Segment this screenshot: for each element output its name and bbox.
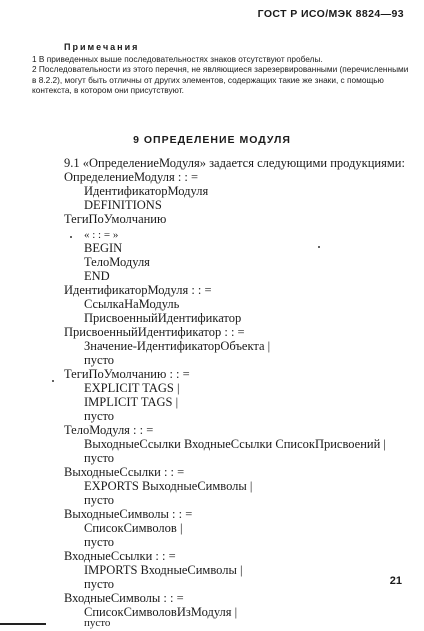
- intro-line: 9.1 «ОпределениеМодуля» задается следующими продукциями:: [64, 156, 405, 170]
- production-body: ВыходныеСсылки ВходныеСсылки СписокПрисвоений |: [84, 437, 386, 451]
- production-body: пусто: [84, 493, 115, 507]
- production-head: ВыходныеСимволы : : =: [64, 507, 193, 521]
- production-head: ВходныеСимволы : : =: [64, 591, 184, 605]
- scan-speck: [70, 236, 72, 238]
- production-body: пусто: [84, 353, 115, 367]
- notes-title: Примечания: [64, 42, 140, 52]
- production-body: ТелоМодуля: [84, 255, 150, 269]
- production-body: « : : = »: [84, 229, 119, 241]
- note-1: 1 В приведенных выше последовательностях знаков отсутствуют пробелы.: [32, 54, 323, 64]
- production-head: ТелоМодуля : : =: [64, 423, 154, 437]
- production-body: EXPORTS ВыходныеСимволы |: [84, 479, 253, 493]
- production-head: ПрисвоенныйИдентификатор : : =: [64, 325, 245, 339]
- production-body: СсылкаНаМодуль: [84, 297, 180, 311]
- production-body: ТегиПоУмолчанию: [64, 212, 167, 226]
- production-body: IMPLICIT TAGS |: [84, 395, 179, 409]
- production-body: СписокСимволовИзМодуля |: [84, 605, 238, 619]
- section-title: 9 ОПРЕДЕЛЕНИЕ МОДУЛЯ: [133, 134, 291, 146]
- production-body: IMPORTS ВходныеСимволы |: [84, 563, 243, 577]
- production-body: ИдентификаторМодуля: [84, 184, 209, 198]
- production-body: BEGIN: [84, 241, 123, 255]
- production-body: Значение-ИдентификаторОбъекта |: [84, 339, 271, 353]
- production-body: пусто: [84, 535, 115, 549]
- production-head: ИдентификаторМодуля : : =: [64, 283, 212, 297]
- production-head: ТегиПоУмолчанию : : =: [64, 367, 190, 381]
- note-2: 2 Последовательности из этого перечня, не являющиеся зарезервированными (перечисленными в 8.2.2), могут быть отличны от других элементов, содержащих такие же знаки, с помощью контекста, в котором они присутствуют.: [32, 64, 409, 95]
- production-body: END: [84, 269, 110, 283]
- production-head: ВходныеСсылки : : =: [64, 549, 176, 563]
- production-body: пусто: [84, 409, 115, 423]
- production-head: ВыходныеСсылки : : =: [64, 465, 185, 479]
- production-head: ОпределениеМодуля : : =: [64, 170, 199, 184]
- scan-speck: [52, 380, 54, 382]
- page-header: ГОСТ Р ИСО/МЭК 8824—93: [257, 8, 404, 20]
- production-body: пусто: [84, 617, 111, 629]
- production-body: СписокСимволов |: [84, 521, 183, 535]
- production-body: пусто: [84, 577, 115, 591]
- production-body: DEFINITIONS: [84, 198, 162, 212]
- scan-edge-mark: [0, 623, 46, 625]
- scan-speck: [318, 246, 320, 248]
- production-body: EXPLICIT TAGS |: [84, 381, 180, 395]
- production-body: пусто: [84, 451, 115, 465]
- production-body: ПрисвоенныйИдентификатор: [84, 311, 242, 325]
- page-number: 21: [389, 575, 402, 587]
